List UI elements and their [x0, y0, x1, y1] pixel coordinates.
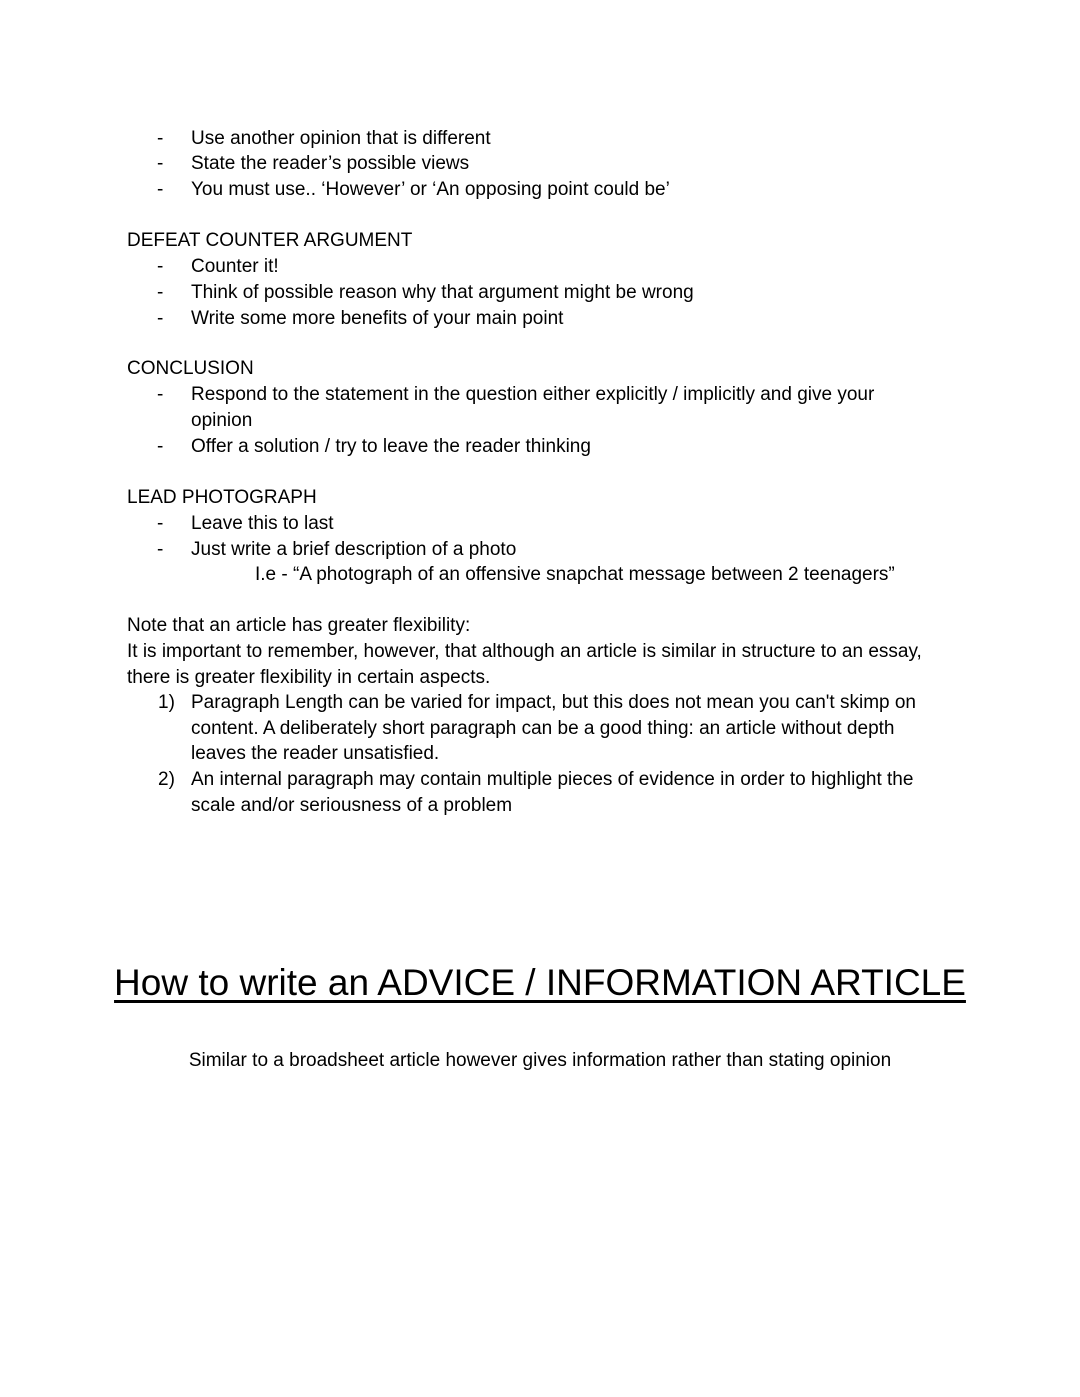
example-text: I.e - “A photograph of an offensive snapchat message between 2 teenagers”	[255, 564, 895, 585]
numbered-item-line: content. A deliberately short paragraph can be a good thing: an article without depth	[191, 718, 895, 739]
page-title: How to write an ADVICE / INFORMATION ARTICLE	[114, 962, 966, 1003]
list-item: Use another opinion that is different	[191, 128, 491, 149]
list-number: 1)	[158, 692, 175, 713]
bullet-marker: -	[157, 256, 164, 277]
bullet-marker: -	[157, 128, 164, 149]
list-item: State the reader’s possible views	[191, 153, 470, 174]
list-item: Write some more benefits of your main point	[191, 308, 564, 329]
bullet-marker: -	[157, 179, 164, 200]
list-item: You must use.. ‘However’ or ‘An opposing point could be’	[191, 179, 670, 200]
section-heading: DEFEAT COUNTER ARGUMENT	[127, 230, 413, 251]
list-item: Counter it!	[191, 256, 279, 277]
list-number: 2)	[158, 769, 175, 790]
bullet-marker: -	[157, 384, 164, 405]
bullet-marker: -	[157, 282, 164, 303]
note-paragraph-line: It is important to remember, however, that although an article is similar in structure to an essay,	[127, 641, 922, 662]
list-item: Offer a solution / try to leave the reader thinking	[191, 436, 591, 457]
list-item: Think of possible reason why that argument might be wrong	[191, 282, 694, 303]
subtitle: Similar to a broadsheet article however gives information rather than stating opinion	[188, 1050, 892, 1071]
list-item: Just write a brief description of a photo	[191, 539, 517, 560]
bullet-marker: -	[157, 513, 164, 534]
section-heading: CONCLUSION	[127, 358, 254, 379]
section-heading: LEAD PHOTOGRAPH	[127, 487, 317, 508]
list-item: Leave this to last	[191, 513, 334, 534]
note-paragraph-line: there is greater flexibility in certain aspects.	[127, 667, 491, 688]
numbered-item-line: leaves the reader unsatisfied.	[191, 743, 440, 764]
numbered-item-line: An internal paragraph may contain multiple pieces of evidence in order to highlight the	[191, 769, 914, 790]
numbered-item-line: scale and/or seriousness of a problem	[191, 795, 513, 816]
bullet-marker: -	[157, 153, 164, 174]
note-heading: Note that an article has greater flexibility:	[127, 615, 471, 636]
numbered-item-line: Paragraph Length can be varied for impact, but this does not mean you can't skimp on	[191, 692, 916, 713]
list-item-continuation: opinion	[191, 410, 253, 431]
bullet-marker: -	[157, 308, 164, 329]
bullet-marker: -	[157, 539, 164, 560]
bullet-marker: -	[157, 436, 164, 457]
list-item: Respond to the statement in the question either explicitly / implicitly and give your	[191, 384, 875, 405]
